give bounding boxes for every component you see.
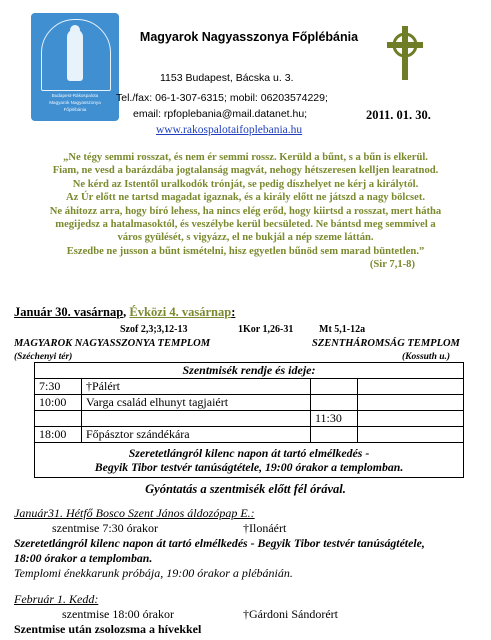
schedule-heading: Szentmisék rendje és ideje: xyxy=(35,363,464,379)
sunday-comma: , xyxy=(123,305,130,319)
website-link[interactable]: www.rakospalotaifoplebania.hu xyxy=(156,124,303,136)
event-announcement xyxy=(35,443,464,478)
mass-schedule-table xyxy=(34,362,464,478)
bulletin-date: 2011. 01. 30. xyxy=(366,108,431,122)
quote-line: Az Úr előtt ne tartsd magadat igaznak, és a király előtt ne játszd a nagy bölcset. xyxy=(65,192,426,204)
table-row xyxy=(35,395,464,411)
day-1-choir-note: Templomi énekkarunk próbája, 19:00 órakor a plébánián. xyxy=(14,566,293,580)
parish-name: Magyarok Nagyasszonya Főplébánia xyxy=(139,30,359,44)
logo-text-1: Budapest-Rákospalota xyxy=(51,93,99,98)
mass-intention xyxy=(82,411,311,427)
quote-line: Fiam, ne vesd a barázdába jogtalanság magvát, nehogy hétszeresen kelljen learatnod. xyxy=(52,165,439,177)
logo-madonna-figure xyxy=(67,29,83,81)
mass-intention-2 xyxy=(358,395,464,411)
confession-note: Gyóntatás a szentmisék előtt fél órával. xyxy=(145,482,346,496)
scripture-quote xyxy=(14,151,477,272)
mass-intention: †Pálért xyxy=(82,379,311,395)
day-1-intention: †Ilonáért xyxy=(243,521,287,535)
sunday-colon: : xyxy=(231,305,236,319)
reading-3: Mt 5,1-12a xyxy=(319,324,366,335)
church-right: SZENTHÁROMSÁG TEMPLOM xyxy=(312,338,460,349)
mass-time: 18:00 xyxy=(35,427,82,443)
event-line-2: Begyik Tibor testvér tanúságtétele, 19:00 órakor a templomban. xyxy=(94,460,404,474)
quote-line: város gyülését, s vigyázz, el ne bukjál a nép szeme láttán. xyxy=(117,232,374,244)
church-left: MAGYAROK NAGYASSZONYA TEMPLOM xyxy=(14,338,211,349)
sunday-name: Évközi 4. vasárnap xyxy=(129,305,232,319)
sunday-date: Január 30. vasárnap xyxy=(14,305,124,319)
day-1-note: Szeretetlángról kilenc napon át tartó elmélkedés - Begyik Tibor testvér tanúságtétele, xyxy=(14,536,425,550)
day-1-note-2: 18:00 órakor a templomban. xyxy=(14,551,153,565)
quote-line: megijedsz a hatalmasoktól, és veszélybe kerül becsületed. Ne bántsd meg semmivel a xyxy=(55,219,436,231)
quote-line: Eszedbe ne jusson a bűnt ismételni, hisz egyetlen bűnöd sem marad büntetlen.” xyxy=(66,245,425,257)
mass-intention: Főpásztor szándékára xyxy=(82,427,311,443)
reading-2: 1Kor 1,26-31 xyxy=(238,324,294,335)
mass-intention: Varga család elhunyt tagjaiért xyxy=(82,395,311,411)
table-row xyxy=(35,411,464,427)
logo-text-3: Főplébánia xyxy=(63,107,87,112)
quote-reference: (Sir 7,1-8) xyxy=(369,259,415,271)
mass-time: 7:30 xyxy=(35,379,82,395)
mass-time-2 xyxy=(311,379,358,395)
mass-intention-2 xyxy=(358,411,464,427)
quote-line: Ne áhítozz arra, hogy bíró lehess, ha nincs elég erőd, hogy kiirtsd a rosszat, mert hátha xyxy=(49,205,442,217)
day-1-mass: szentmise 7:30 órakor xyxy=(52,521,158,535)
day-2-heading: Február 1. Kedd: xyxy=(14,592,99,606)
event-line-1: Szeretetlángról kilenc napon át tartó elmélkedés - xyxy=(128,446,370,460)
phone-line: Tel./fax: 06-1-307-6315; mobil: 06203574229; xyxy=(116,92,328,104)
parish-logo xyxy=(31,13,119,121)
mass-intention-2 xyxy=(358,427,464,443)
mass-intention-2 xyxy=(358,379,464,395)
email-line: email: rpfoplebania@mail.datanet.hu; xyxy=(133,108,308,120)
table-row xyxy=(35,427,464,443)
church-left-location: (Széchenyi tér) xyxy=(14,352,73,362)
church-right-location: (Kossuth u.) xyxy=(402,352,451,362)
reading-1: Szof 2,3;3,12-13 xyxy=(120,324,188,335)
table-row xyxy=(35,379,464,395)
mass-time-2: 11:30 xyxy=(311,411,358,427)
sunday-heading xyxy=(14,305,235,320)
celtic-cross-icon xyxy=(383,24,427,82)
day-2-note: Szentmise után zsolozsma a hívekkel xyxy=(14,622,202,636)
day-1-heading: Január31. Hétfő Bosco Szent János áldozópap E.: xyxy=(14,506,255,520)
address: 1153 Budapest, Bácska u. 3. xyxy=(160,72,294,84)
mass-time: 10:00 xyxy=(35,395,82,411)
logo-text-2: Magyarok Nagyasszonya xyxy=(49,100,101,105)
mass-time xyxy=(35,411,82,427)
mass-time-2 xyxy=(311,427,358,443)
quote-line: „Ne tégy semmi rosszat, és nem ér semmi rossz. Kerüld a bűnt, s a bűn is elkerül. xyxy=(63,152,428,163)
quote-line: Ne kérd az Istentől uralkodók trónját, se pedig díszhelyet ne kérj a királytól. xyxy=(72,178,419,190)
mass-time-2 xyxy=(311,395,358,411)
day-2-intention: †Gárdoni Sándorért xyxy=(243,607,338,621)
day-2-mass: szentmise 18:00 órakor xyxy=(62,607,174,621)
